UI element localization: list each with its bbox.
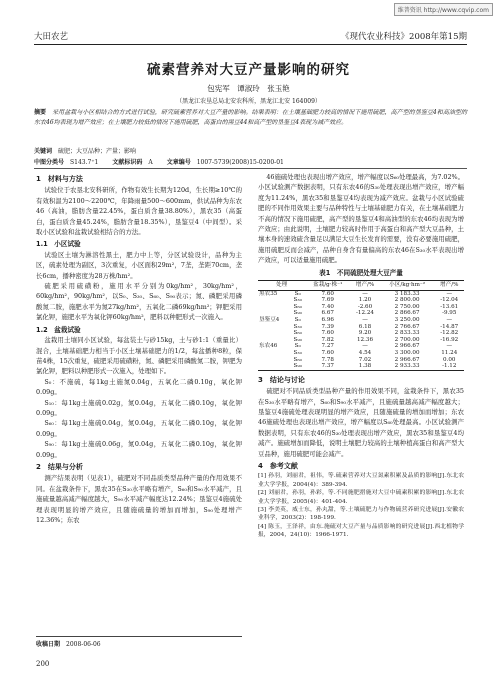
table-cell [258, 297, 290, 304]
table-cell: -1.12 [442, 363, 457, 370]
table-cell: 1.20 [358, 297, 372, 304]
table-row [258, 324, 464, 331]
table-cell: 1.38 [358, 363, 372, 370]
table-cell: S₉₀ [293, 363, 302, 370]
table-cell: 黑农35 [259, 290, 278, 297]
table-cell: 12.36 [356, 336, 373, 343]
table-cell: 7.60 [321, 290, 334, 297]
treatment-item: S₁₀：每1kg土施硫0.02g，氮0.04g，五氧化二磷0.10g，氧化钾0.09g。 [36, 398, 242, 417]
table-cell: S₃₀ [293, 297, 302, 304]
table-cell: 2 833.33 [394, 330, 420, 337]
table-cell: 7.69 [321, 297, 334, 304]
page-number: 200 [36, 660, 50, 668]
table-cell [258, 324, 290, 331]
section-heading: 1 材料与方法 [36, 175, 83, 183]
table-cell: 7.37 [321, 363, 334, 370]
table-header: 增产/% [435, 281, 465, 291]
table-row [258, 337, 464, 344]
table-cell: 7.27 [321, 343, 334, 350]
table-cell: 0.00 [443, 356, 456, 363]
table-cell: -13.61 [440, 303, 459, 310]
table-row [258, 363, 464, 370]
paragraph: 硫肥对不同品质类型品种产量的作用效果不同，盆栽条件下，黑农35在S₃₀水平略有增产，S₆₀和S₉₀水平减产，且施硫量越高减产幅度越大；垦鉴豆4施硫处理表现明显的增产效应，且随施硫量的增加而增加；东农46施硫处理也表现出增产效应，增产幅度以S₆₀处理最高。小区试验测产数据表明，只有东农46的S₃₀处理表现出增产效应，黑农35和垦鉴豆4均减产。施硫增加而降低，说明土壤肥力较高的土壤种植高蛋白和高产型大豆品种，施用硫肥可能会减产。 [258, 387, 464, 458]
treatment-item: S₀：不施硫，每1kg土施氮0.04g，五氧化二磷0.10g，氧化钾0.09g。 [36, 377, 242, 397]
paragraph: 盆栽用土壤同小区试验，每盆装土与砂15kg，土与砂1:1（重量比）混合，土壤基础肥力相当于小区土壤基础肥力的1/2，每盆播种8粒，保苗4株，15次重复，硫肥采用硫磺粉，氮、磷肥采用磷酸氮二胺，钾肥为氯化钾，肥料以种肥形式一次施入，处理如下。 [36, 336, 242, 376]
table-cell [258, 363, 290, 370]
table-header: 盆栽/g·株⁻¹ [305, 281, 350, 291]
table-cell [258, 350, 290, 357]
table-cell: 2 966.67 [394, 343, 420, 350]
table-cell: -14.87 [440, 323, 459, 330]
table-cell: -16.92 [440, 336, 459, 343]
table-header: 小区/kg·hm⁻² [380, 281, 435, 291]
reference-list [258, 472, 464, 539]
yield-table [258, 280, 464, 371]
table-cell: — [362, 317, 368, 324]
keywords-label: 关键词 [34, 148, 53, 155]
subsection-heading: 1.1 小区试验 [36, 240, 81, 249]
reference-item: [4] 陈玉，王泽祥，由东.施硫对大豆产量与品质影响的研究进展[J].西北植物学报，2004，24(10)：1966-1971. [258, 523, 464, 539]
table-cell [258, 357, 290, 364]
clc-number: 中图分类号 S143.7⁺1 [34, 159, 99, 166]
table-cell [258, 304, 290, 311]
table-header: 增产/% [350, 281, 379, 291]
table-cell: — [362, 343, 368, 350]
table-row [258, 290, 464, 297]
section-name: 大田农艺 [34, 32, 69, 42]
table-cell: -12.82 [440, 330, 459, 337]
table-cell: S₉₀ [293, 336, 302, 343]
table-row [258, 304, 464, 311]
authors: 包宪军 谭淑玲 张玉艳 [207, 84, 290, 93]
section-heading: 2 结果与分析 [36, 462, 83, 471]
reference-item: [2] 刘丽君，孙羽，孙彩，等.不同施肥措施对大豆中硫素积累的影响[J].东北农业大学学报，2005(4)：401-404. [258, 490, 464, 505]
table-cell: 7.78 [321, 356, 334, 363]
doc-code: 文献标识码 A [112, 159, 153, 166]
table-cell: 7.82 [321, 336, 334, 343]
table-cell: — [446, 343, 453, 350]
left-column [36, 172, 242, 642]
classification-line [34, 157, 467, 169]
table-cell: -2.60 [357, 303, 373, 310]
table-cell: 6.67 [321, 310, 334, 317]
table-row [258, 317, 464, 324]
table-caption: 表1 不同硫肥处理大豆产量 [319, 268, 403, 277]
table-cell: S₉₀ [293, 310, 302, 317]
table-cell: S₃₀ [293, 350, 302, 356]
table-cell: S₆₀ [293, 356, 302, 363]
reference-item: [1] 孙羽，刘丽君，祖伟，等.硫素营养对大豆氮素积累及品质的影响[J].东北农业大学学报，2004(4)：389-394. [258, 473, 464, 488]
paragraph: 46施硫处理也表现出增产效应，增产幅度以S₆₀处理最高，为7.02%。小区试验测产数据表明，只有东农46的S₃₀处理表现出增产效应，增产幅度为11.24%，黑农35和垦鉴豆4均表现为减产效应。盆栽与小区试验硫肥的不同作用效果主要与品种特性与土壤基础肥力有关，在土壤基础肥力不高的情况下施用硫肥，高产型的垦鉴豆4和高油型的东农46均表现为增产效应；由此说明，土壤肥力较高时作用于高蛋白和高产型大豆品种，土壤本身的速效硫含量足以满足大豆生长发育的需要，没有必要施用硫肥，施用硫肥反而会减产，品种自身含有量偏高的东农46在S₃₀水平表现出增产效应，可以适量施用硫肥。 [258, 173, 464, 265]
table-cell: — [446, 317, 453, 324]
table-cell: 2 750.00 [394, 303, 420, 310]
table-cell: 6.18 [358, 323, 372, 330]
watermark: 维普资讯 http://www.cqvip.com [394, 3, 493, 16]
table-cell: 7.40 [321, 303, 334, 310]
subsection-heading: 1.2 盆栽试验 [36, 325, 81, 334]
table-cell: S₀ [294, 343, 301, 350]
table-cell: S₀ [294, 317, 301, 324]
paper-title: 硫素营养对大豆产量影响的研究 [147, 62, 350, 78]
running-head [34, 30, 467, 45]
table-row [258, 343, 464, 350]
table-row [258, 310, 464, 317]
table-cell: 2 766.67 [394, 323, 420, 330]
table-cell: 东农46 [259, 343, 278, 350]
table-cell: -12.24 [356, 310, 374, 317]
table-cell: -12.04 [440, 297, 459, 304]
paragraph: 试验位于农垦北安科研所，作物有效生长期为120d，生长期≥10℃的有效积温为2100～2200℃，年降雨量500～600mm，供试品种为东农46（高油，脂肪含量22.45%，蛋白质含量38.80%），黑农35（高蛋白，蛋白质含量45.24%，脂肪含量18.35%），垦鉴豆4（中间型）。采取小区试验和盆栽试验相结合的方法。 [36, 186, 242, 237]
table-cell: S₆₀ [293, 330, 302, 337]
table-cell: — [362, 290, 368, 297]
table-row [258, 357, 464, 364]
table-cell: 4.54 [358, 350, 372, 356]
reference-item: [3] 李美英，威士东，孙丸甜，等.土壤硫肥力与作物硫营养研究进展[J].安徽农业科学，2003(2)：198-199. [258, 507, 464, 522]
journal-issue: 《现代农业科技》2008年第15期 [341, 32, 467, 42]
table-row [258, 297, 464, 304]
received-date: 收稿日期 2008-06-06 [36, 636, 242, 648]
table-cell: — [446, 290, 453, 297]
table-cell: 7.60 [321, 350, 334, 356]
table-cell: 2 966.67 [394, 356, 420, 363]
table-row [258, 330, 464, 337]
table-header-row [258, 281, 464, 291]
table-cell: S₆₀ [293, 303, 302, 310]
table-cell: 7.60 [321, 330, 334, 337]
table-cell: 垦鉴豆4 [259, 317, 280, 324]
table-cell: S₀ [294, 290, 301, 297]
table-cell: 7.02 [358, 356, 372, 363]
table-cell: 2 700.00 [394, 336, 420, 343]
table-cell: S₃₀ [293, 323, 302, 330]
table-cell: 2 866.67 [394, 310, 420, 317]
abstract-label: 摘要 [34, 109, 47, 116]
affiliation: （黑龙江农垦总局北安农科所，黑龙江北安 164009） [176, 98, 321, 105]
article-number: 文章编号 1007-5739(2008)15-0200-01 [166, 159, 284, 166]
right-column [258, 172, 464, 672]
table-cell: 3 250.00 [394, 317, 420, 324]
table-cell: 3 300.00 [394, 350, 420, 356]
paragraph: 试验区土壤为淋溶性黑土，肥力中上等，分区试验设计，品种为主区，硫素处理为副区，3次重复，小区面积29m²，7垄，垄距70cm，垄长6cm，播种密度为28万株/hm²。 [36, 250, 242, 280]
abstract-text: 采用盆栽与小区相结合的方式进行试验，研究硫素营养对大豆产量的影响。结果表明：在土壤基础肥力较高的情况下施用硫肥，高产型的垦鉴豆4和高油型的东农46均表现为增产效应；在土壤肥力较低的情况下施用硫肥，高蛋白的黑豆44和高产型的垦鉴豆4表现为减产效应。 [34, 109, 467, 126]
table-cell: 7.39 [321, 323, 334, 330]
abstract [34, 108, 467, 127]
keywords [34, 146, 467, 155]
table-cell: 2 800.00 [394, 297, 420, 304]
section-heading: 3 结论与讨论 [258, 375, 305, 384]
table-cell: -9.95 [442, 310, 457, 317]
table-cell: 2 933.33 [394, 363, 420, 370]
keywords-text: 硫肥；大豆品种；产量；影响 [58, 148, 137, 155]
section-heading: 4 参考文献 [258, 462, 298, 471]
paragraph: 硫肥采用硫磺粉，施用水平分别为0kg/hm²，30kg/hm²，60kg/hm²，90kg/hm²，以S₀、S₃₀、S₆₀、S₉₀表示；氮、磷肥采用磷酸氮二胺，施肥水平为氮27kg/hm²，五氧化二磷69kg/hm²；钾肥采用氯化钾，施肥水平为氧化钾60kg/hm²，肥料以种肥形式一次施入。 [36, 282, 242, 322]
paragraph: 测产结果表明（见表1），硫肥对不同品质类型品种产量的作用效果不同。在盆栽条件下，黑农35在S₃₀水平略有增产，S₆₀和S₉₀水平减产，且施硫量越高减产幅度越大，S₉₀水平减产幅度达12.24%；垦鉴豆4施硫处理表现明显的增产效应，且随施硫量的增加而增加，S₉₀处理增产12.36%；东农 [36, 474, 242, 524]
table-cell: 3 183.33 [394, 290, 420, 297]
table-cell [258, 330, 290, 337]
table-header: 处理 [258, 281, 305, 291]
treatment-item: S₆₀：每1kg土施硫0.04g，氮0.04g，五氧化二磷0.10g，氧化钾0.09g。 [36, 419, 242, 438]
table-cell: 9.20 [358, 330, 372, 337]
table-cell: 6.96 [321, 317, 334, 324]
table-cell: 11.24 [441, 350, 458, 356]
table-row [258, 350, 464, 357]
treatment-item: S₉₀：每1kg土施硫0.06g，氮0.04g，五氧化二磷0.10g，氧化钾0.09g。 [36, 440, 242, 459]
